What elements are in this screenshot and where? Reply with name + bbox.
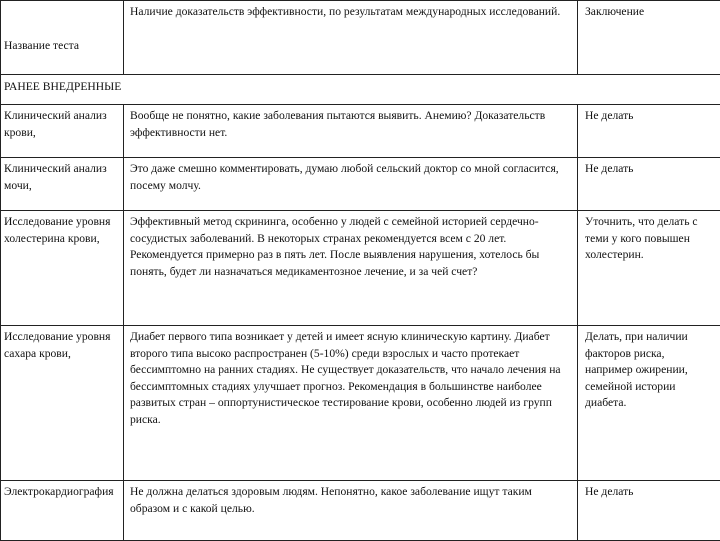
test-name-cell: Электрокардиография [1,481,124,541]
conclusion-cell: Уточнить, что делать с теми у кого повышен холестерин. [578,211,720,326]
test-name-cell: Исследование уровня сахара крови, [1,326,124,481]
conclusion-cell: Не делать [578,481,720,541]
table-header-row [1,1,720,75]
conclusion-cell: Не делать [578,158,720,211]
table-row [1,158,720,211]
header-test-name: Название теста [4,38,79,55]
evidence-cell: Вообще не понятно, какие заболевания пытаются выявить. Анемию? Доказательств эффективности нет. [124,105,578,158]
table-row [1,211,720,326]
evidence-cell: Диабет первого типа возникает у детей и имеет ясную клиническую картину. Диабет второго типа высоко распространен (5-10%) среди взрослых и часто протекает бессимптомно на ранних стадиях. Не существует доказательств, что начало лечения на бессимптомных стадиях улучшает прогноз. Рекомендация в большинстве наиболее развитых стран – оппортунистическое тестирование крови, особенно людей из групп риска. [124,326,578,481]
test-name-cell: Исследование уровня холестерина крови, [1,211,124,326]
test-name-cell: Клинический анализ мочи, [1,158,124,211]
conclusion-cell: Делать, при наличии факторов риска, например ожирении, семейной истории диабета. [578,326,720,481]
table-row [1,326,720,481]
evidence-cell: Эффективный метод скрининга, особенно у людей с семейной историей сердечно-сосудистых заболеваний. В некоторых странах рекомендуется всем с 20 лет. Рекомендуется примерно раз в пять лет. После выявления нарушения, хотелось бы понять, будет ли назначаться медикаментозное лечение, и за чей счет? [124,211,578,326]
evidence-cell: Это даже смешно комментировать, думаю любой сельский доктор со мной согласится, посему молчу. [124,158,578,211]
section-row [1,75,720,105]
header-evidence: Наличие доказательств эффективности, по результатам международных исследований. [124,1,578,75]
table-row [1,481,720,541]
header-test-name-cell [1,1,124,75]
test-name-cell: Клинический анализ крови, [1,105,124,158]
section-label: РАНЕЕ ВНЕДРЕННЫЕ [1,75,720,105]
evidence-cell: Не должна делаться здоровым людям. Непонятно, какое заболевание ищут таким образом и с какой целью. [124,481,578,541]
header-conclusion: Заключение [578,1,720,75]
table-row [1,105,720,158]
conclusion-cell: Не делать [578,105,720,158]
